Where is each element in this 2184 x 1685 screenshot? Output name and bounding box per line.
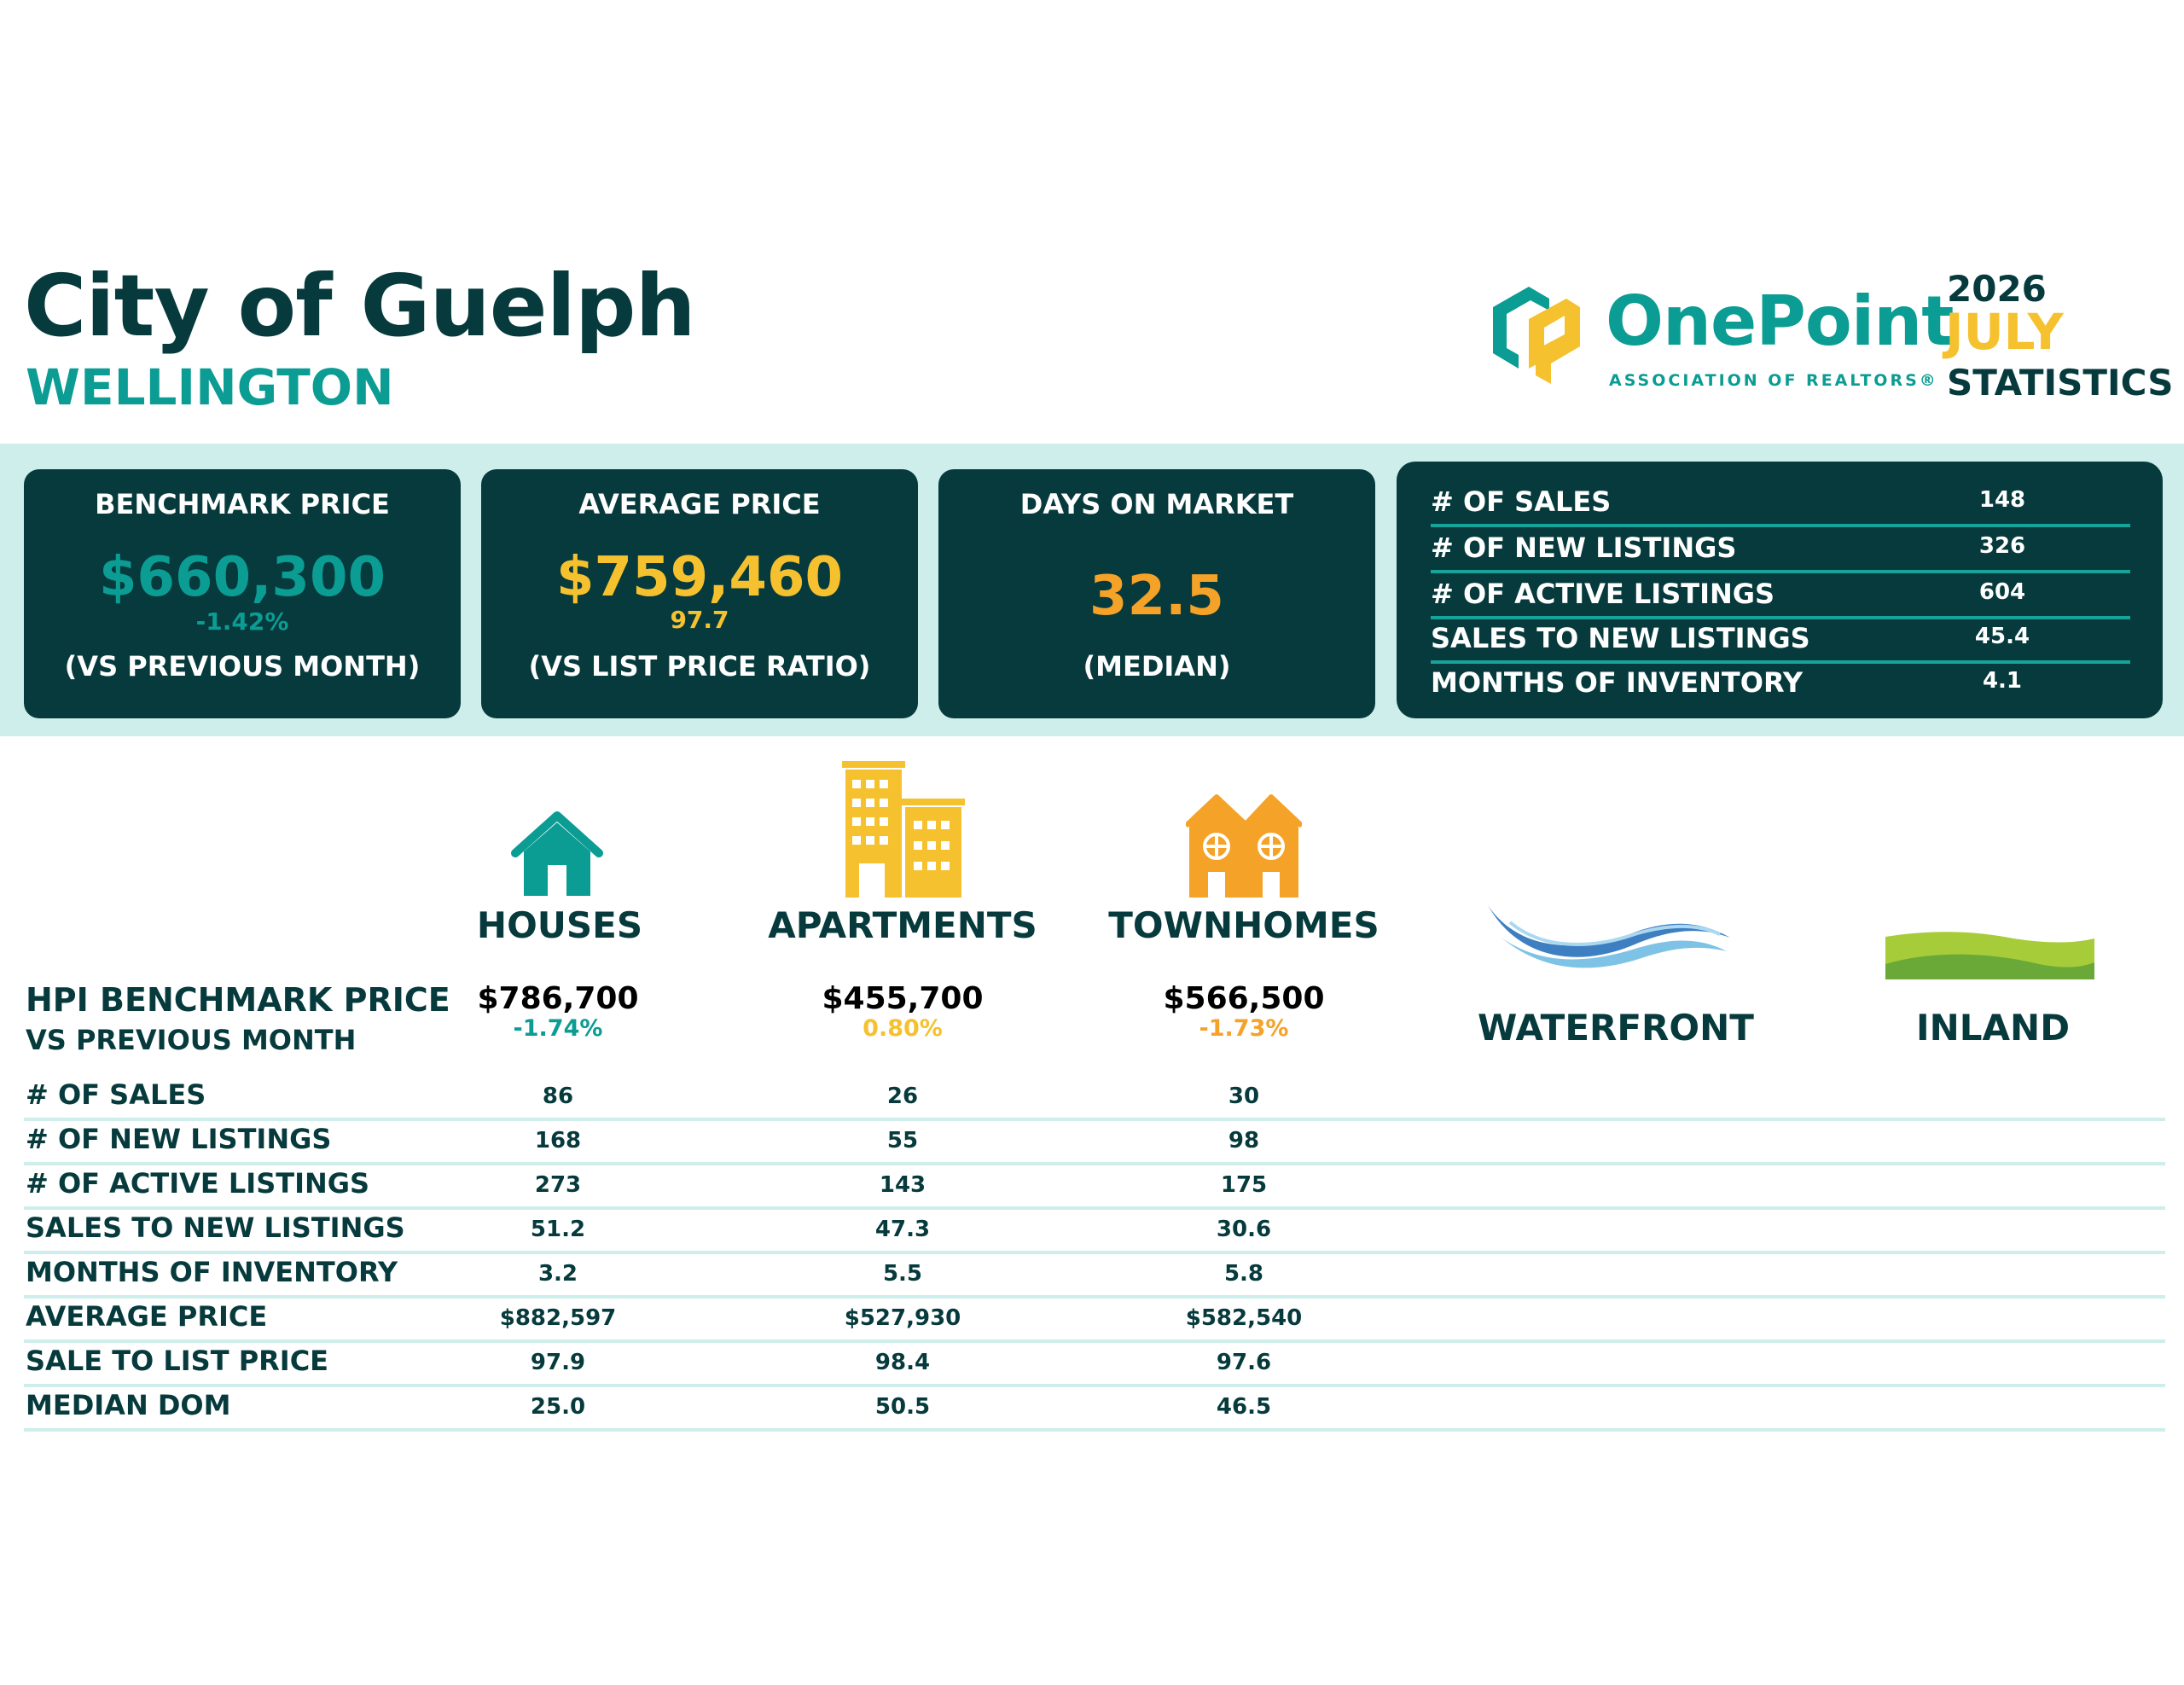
cell-apartments: 55 — [886, 1128, 919, 1153]
hpi-benchmark-label: HPI BENCHMARK PRICE — [26, 981, 450, 1019]
summary-stats-card — [1397, 462, 2163, 718]
cell-houses: $882,597 — [499, 1305, 617, 1331]
row-label: MEDIAN DOM — [26, 1389, 231, 1421]
card-value: 32.5 — [1089, 565, 1224, 628]
cell-houses: 25.0 — [530, 1394, 586, 1420]
cell-houses: 168 — [534, 1128, 582, 1153]
benchmark-price-card — [24, 469, 461, 718]
days-on-market-card — [938, 469, 1375, 718]
house-icon — [510, 809, 604, 898]
card-label: DAYS ON MARKET — [1019, 488, 1294, 520]
cell-houses: 97.9 — [530, 1350, 586, 1375]
stat-label: # OF NEW LISTINGS — [1431, 532, 1737, 564]
stat-label: MONTHS OF INVENTORY — [1431, 666, 1804, 699]
stat-value: 604 — [1978, 579, 2026, 605]
property-type-apartments: APARTMENTS — [768, 904, 1037, 946]
cell-apartments: 5.5 — [882, 1261, 923, 1287]
apartment-building-icon — [840, 761, 965, 898]
hpi-change-townhomes: -1.73% — [1199, 1015, 1289, 1042]
hpi-value-houses: $786,700 — [477, 981, 639, 1016]
stat-value: 45.4 — [1974, 624, 2030, 649]
hpi-value-townhomes: $566,500 — [1163, 981, 1325, 1016]
cell-townhomes: $582,540 — [1185, 1305, 1303, 1331]
card-ratio: 97.7 — [670, 606, 729, 634]
hpi-change-houses: -1.74% — [513, 1015, 603, 1042]
card-footer: (VS LIST PRICE RATIO) — [528, 650, 871, 683]
table-row — [24, 1162, 2165, 1210]
table-row — [24, 1339, 2165, 1387]
cell-apartments: $527,930 — [844, 1305, 961, 1331]
cell-townhomes: 97.6 — [1216, 1350, 1272, 1375]
brand-name: OnePoint — [1606, 282, 1954, 361]
cell-apartments: 50.5 — [874, 1394, 931, 1420]
cell-houses: 86 — [542, 1084, 574, 1109]
property-type-inland: INLAND — [1916, 1007, 2071, 1049]
table-row — [24, 1073, 2165, 1121]
card-footer: (VS PREVIOUS MONTH) — [64, 650, 421, 683]
card-value: $759,460 — [555, 546, 844, 609]
row-label: # OF SALES — [26, 1078, 206, 1111]
card-footer: (MEDIAN) — [1083, 650, 1231, 683]
row-label: # OF NEW LISTINGS — [26, 1123, 332, 1155]
cell-apartments: 26 — [886, 1084, 919, 1109]
hpi-change-apartments: 0.80% — [863, 1015, 943, 1042]
cell-houses: 3.2 — [537, 1261, 578, 1287]
stat-value: 326 — [1978, 533, 2026, 559]
summary-stat-row — [1431, 659, 2130, 705]
cell-townhomes: 30.6 — [1216, 1217, 1272, 1242]
stat-value: 148 — [1978, 487, 2026, 513]
cell-townhomes: 175 — [1220, 1172, 1268, 1198]
card-change: -1.42% — [195, 607, 289, 636]
stat-label: # OF ACTIVE LISTINGS — [1431, 578, 1775, 610]
region-subtitle: WELLINGTON — [26, 358, 394, 416]
summary-stat-row — [1431, 525, 2130, 573]
cell-townhomes: 5.8 — [1223, 1261, 1264, 1287]
report-year: 2026 — [1947, 268, 2047, 310]
table-row — [24, 1295, 2165, 1343]
hpi-value-apartments: $455,700 — [822, 981, 984, 1016]
cell-townhomes: 98 — [1228, 1128, 1260, 1153]
hpi-benchmark-sublabel: VS PREVIOUS MONTH — [26, 1024, 357, 1056]
summary-stat-row — [1431, 571, 2130, 619]
summary-stat-row — [1431, 615, 2130, 664]
stat-label: # OF SALES — [1431, 485, 1612, 518]
row-label: MONTHS OF INVENTORY — [26, 1256, 398, 1288]
row-label: AVERAGE PRICE — [26, 1300, 268, 1333]
association-name: ASSOCIATION OF REALTORS® — [1609, 371, 1938, 390]
statistics-label: STATISTICS — [1947, 362, 2174, 404]
water-waves-icon — [1484, 900, 1732, 977]
stat-value: 4.1 — [1982, 668, 2023, 694]
property-type-townhomes: TOWNHOMES — [1108, 904, 1380, 946]
cell-townhomes: 46.5 — [1216, 1394, 1272, 1420]
card-label: BENCHMARK PRICE — [95, 488, 390, 520]
townhouse-icon — [1186, 792, 1302, 898]
row-label: SALE TO LIST PRICE — [26, 1345, 329, 1377]
table-row — [24, 1118, 2165, 1165]
onepoint-logo-icon — [1484, 282, 1587, 388]
average-price-card — [481, 469, 918, 718]
report-month: JULY — [1945, 303, 2064, 361]
card-value: $660,300 — [98, 546, 386, 609]
table-row — [24, 1251, 2165, 1299]
row-label: SALES TO NEW LISTINGS — [26, 1211, 405, 1244]
table-row — [24, 1384, 2165, 1432]
table-row — [24, 1206, 2165, 1254]
cell-apartments: 143 — [879, 1172, 926, 1198]
city-title: City of Guelph — [24, 256, 695, 356]
property-type-houses: HOUSES — [476, 904, 643, 946]
summary-stat-row — [1431, 479, 2130, 527]
cell-townhomes: 30 — [1228, 1084, 1260, 1109]
green-hills-icon — [1885, 930, 2094, 979]
cell-apartments: 47.3 — [874, 1217, 931, 1242]
cell-houses: 273 — [534, 1172, 582, 1198]
row-label: # OF ACTIVE LISTINGS — [26, 1167, 370, 1200]
property-type-waterfront: WATERFRONT — [1478, 1007, 1754, 1049]
stat-label: SALES TO NEW LISTINGS — [1431, 622, 1810, 654]
cell-houses: 51.2 — [530, 1217, 586, 1242]
cell-apartments: 98.4 — [874, 1350, 931, 1375]
card-label: AVERAGE PRICE — [578, 488, 821, 520]
